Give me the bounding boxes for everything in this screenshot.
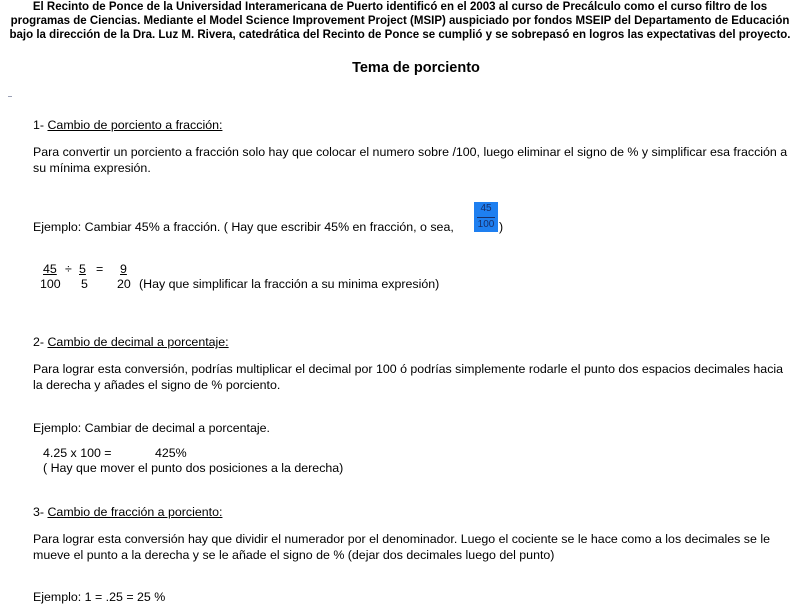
fraction-numerator: 45 [480,203,492,214]
section-number: 1- [33,118,45,132]
intro-line: El Recinto de Ponce de la Universidad Interamericana de Puerto identificó en el 2003 al curso de Precálculo como el curso filtro de los [32,1,768,13]
fraction-denominator: 100 [477,219,495,230]
section-1-example: Ejemplo: Cambiar 45% a fracción. ( Hay que escribir 45% en fracción, o sea, [33,220,454,234]
section-3-paragraph-line: Para lograr esta conversión hay que dividir el numerador por el denominador. Luego el cociente se le hace como a los decimales se le [33,532,770,546]
section-number: 3- [33,505,45,519]
section-2-paragraph-line: la derecha y añades el signo de % porciento. [33,378,281,392]
intro-header [0,0,800,43]
intro-line: programas de Ciencias. Mediante el Model Science Improvement Project (MSIP) auspiciado por fondos MSEIP del Departamento de Educación [10,15,790,28]
decorative-dash [8,96,12,97]
section-title: Cambio de fracción a porciento: [47,505,223,519]
work-result: 425% [155,446,187,460]
work-denominator-1: 100 [40,277,61,291]
work-denominator-3: 20 [117,277,131,291]
section-1-paragraph-line: Para convertir un porciento a fracción solo hay que colocar el numero sobre /100, luego eliminar el signo de % y simplificar esa fracción a [33,145,788,159]
section-3-example: Ejemplo: 1 = .25 = 25 % [33,590,166,604]
work-numerator-1: 45 [43,262,57,276]
work-divide-sign: ÷ [65,262,72,276]
section-title: Cambio de porciento a fracción: [47,118,223,132]
section-3-paragraph-line: mueve el punto a la derecha y se le añade el signo de % (dejar dos decimales luego del punto) [33,548,555,562]
work-note: (Hay que simplificar la fracción a su minima expresión) [139,277,440,291]
work-note: ( Hay que mover el punto dos posiciones a la derecha) [43,461,344,475]
intro-line: bajo la dirección de la Dra. Luz M. Rivera, catedrática del Recinto de Ponce se cumplió y se sobrepasó en logros las expectativas del proyecto. [9,29,791,42]
work-expression: 4.25 x 100 = [43,446,112,460]
section-3-heading [33,504,222,521]
section-1-paragraph-line: su mínima expresión. [33,161,151,175]
work-numerator-2: 5 [79,262,86,276]
highlighted-fraction [474,202,498,232]
work-numerator-3: 9 [120,262,127,276]
work-equals-sign: = [96,262,104,276]
section-2-heading [33,334,229,351]
section-2-paragraph-line: Para lograr esta conversión, podrías multiplicar el decimal por 100 ó podrías simplemente rodarle el punto dos espacios decimales hacia [33,362,784,376]
section-1-heading [33,117,222,134]
work-denominator-2: 5 [81,277,88,291]
closing-paren: ) [499,220,504,234]
page-title: Tema de porciento [352,60,480,76]
section-title: Cambio de decimal a porcentaje: [47,335,229,349]
section-number: 2- [33,335,45,349]
fraction-bar [477,217,495,218]
section-2-example: Ejemplo: Cambiar de decimal a porcentaje. [33,421,270,435]
